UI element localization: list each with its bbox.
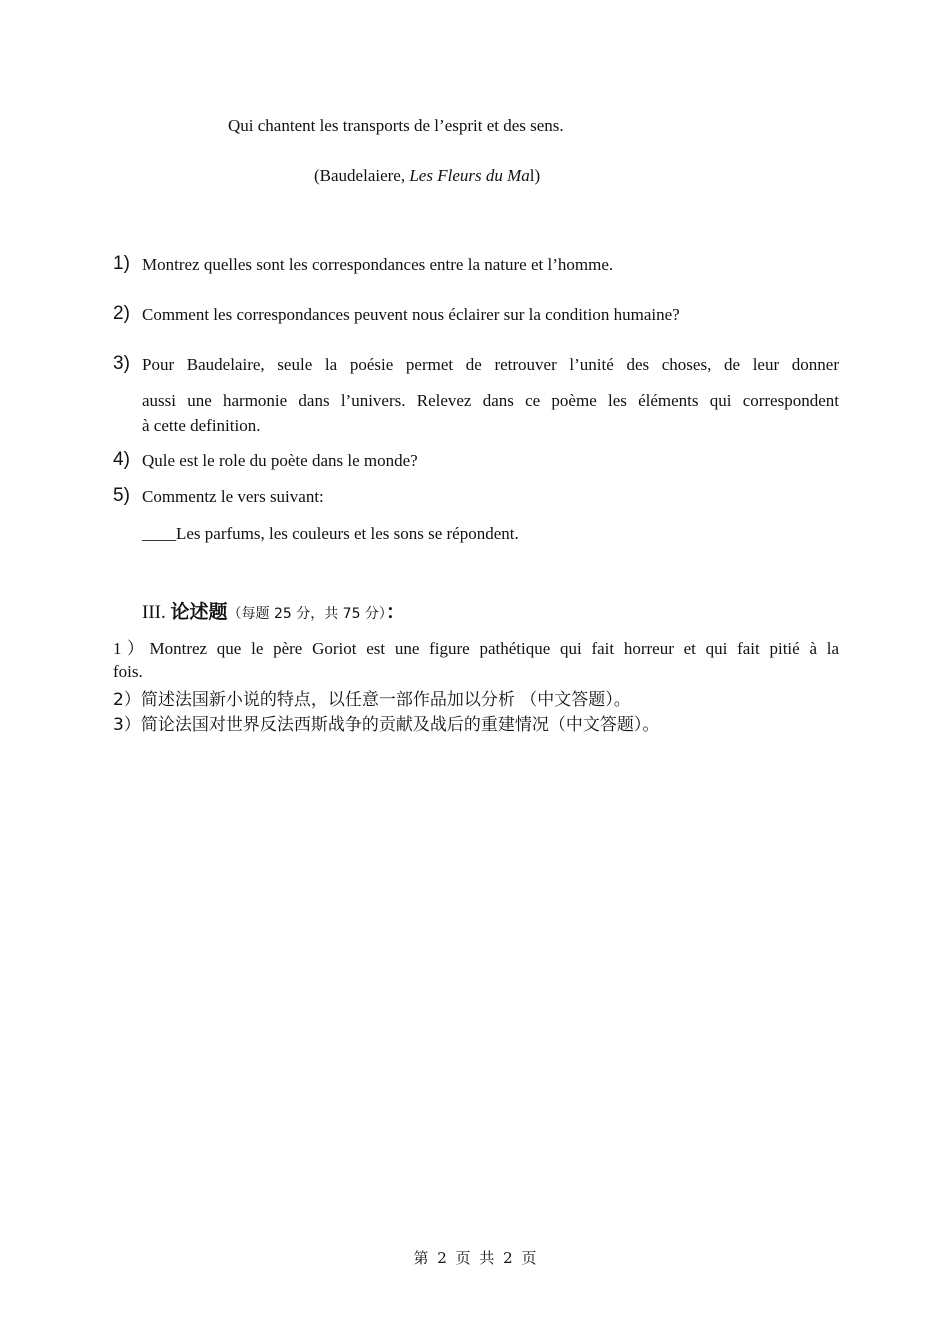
poem-last-line: Qui chantent les transports de l’esprit et des sens. — [228, 116, 564, 135]
question-text: Montrez quelles sont les correspondances entre la nature et l’homme. — [142, 255, 614, 274]
essay-line: fois. — [113, 662, 143, 681]
question-text — [142, 354, 839, 437]
question-number: 4) — [113, 449, 130, 470]
question-number: 5) — [113, 485, 130, 506]
question-line: à cette definition. — [142, 416, 261, 435]
question-line: Pour Baudelaire, seule la poésie permet de retrouver l’unité des choses, de leur donner — [142, 355, 839, 374]
question-text: Qule est le role du poète dans le monde? — [142, 451, 418, 470]
citation-prefix: (Baudelaiere, — [314, 166, 410, 185]
section-roman-numeral: III. — [142, 602, 166, 623]
section-colon: ： — [385, 601, 405, 623]
quoted-verse: ____Les parfums, les couleurs et les sons se répondent. — [142, 524, 519, 543]
question-number: 1) — [113, 253, 130, 274]
section-title: 论述题 — [170, 601, 228, 623]
section-score-note: （每题 25 分，共 75 分） — [227, 606, 386, 622]
poem-citation — [314, 166, 540, 186]
question-number: 2) — [113, 303, 130, 324]
essay-question — [113, 637, 839, 683]
question-line: aussi une harmonie dans l’univers. Relevez dans ce poème les éléments qui correspondent — [142, 391, 839, 410]
question-text: Commentz le vers suivant: — [142, 487, 324, 506]
citation-suffix: l) — [529, 166, 541, 185]
question-text: Comment les correspondances peuvent nous éclairer sur la condition humaine? — [142, 305, 680, 324]
citation-title: Les Fleurs du Ma — [409, 166, 530, 185]
section-heading — [142, 597, 405, 624]
essay-line: 1）Montrez que le père Goriot est une figure pathétique qui fait horreur et qui fait pitié à la — [113, 639, 839, 658]
essay-question: 2）简述法国新小说的特点，以任意一部作品加以分析 （中文答题）。 — [113, 690, 631, 710]
essay-question: 3）简论法国对世界反法西斯战争的贡献及战后的重建情况（中文答题）。 — [113, 715, 660, 735]
question-number: 3) — [113, 353, 130, 374]
page-footer: 第 2 页 共 2 页 — [413, 1249, 537, 1267]
